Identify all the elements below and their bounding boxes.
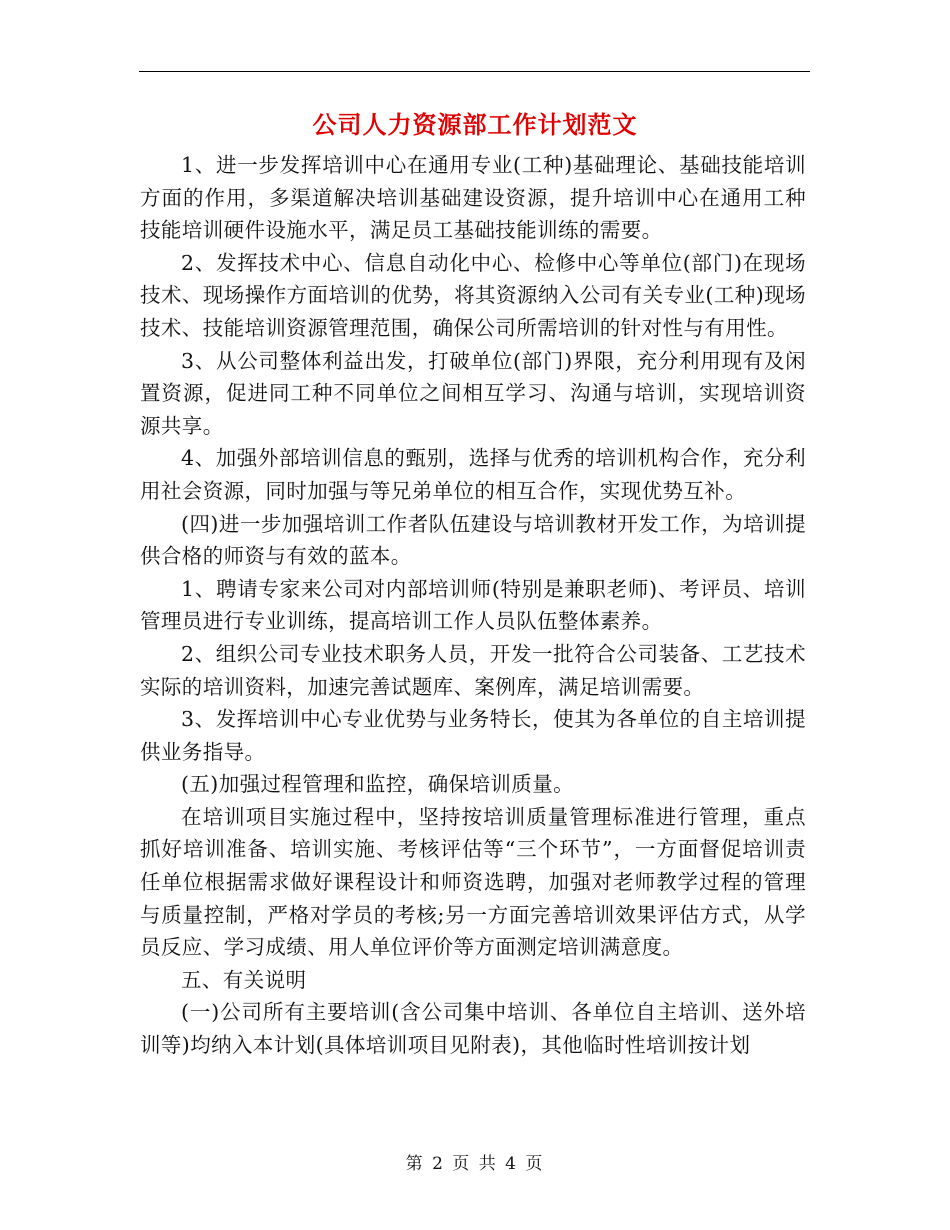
paragraph-2: 2、发挥技术中心、信息自动化中心、检修中心等单位(部门)在现场技术、现场操作方面培训的优势，将其资源纳入公司有关专业(工种)现场技术、技能培训资源管理范围，确保公司所需培训的针对性与有用性。 [140,250,806,340]
paragraph-4: 4、加强外部培训信息的甄别，选择与优秀的培训机构合作，充分利用社会资源，同时加强与等兄弟单位的相互合作，实现优势互补。 [140,446,806,503]
paragraph-6: 1、聘请专家来公司对内部培训师(特别是兼职老师)、考评员、培训管理员进行专业训练，提高培训工作人员队伍整体素养。 [140,576,806,634]
page-number-footer: 第 2 页 共 4 页 [405,1154,545,1174]
document-body [140,149,806,1062]
paragraph-1: 1、进一步发挥培训中心在通用专业(工种)基础理论、基础技能培训方面的作用，多渠道解决培训基础建设资源，提升培训中心在通用工种技能培训硬件设施水平，满足员工基础技能训练的需要。 [140,153,806,243]
paragraph-12: (一)公司所有主要培训(含公司集中培训、各单位自主培训、送外培训等)均纳入本计划(具体培训项目见附表)，其他临时性培训按计划 [140,1000,806,1058]
paragraph-8: 3、发挥培训中心专业优势与业务特长，使其为各单位的自主培训提供业务指导。 [140,707,806,764]
paragraph-7: 2、组织公司专业技术职务人员，开发一批符合公司装备、工艺技术实际的培训资料，加速完善试题库、案例库，满足培训需要。 [140,641,806,699]
paragraph-5: (四)进一步加强培训工作者队伍建设与培训教材开发工作，为培训提供合格的师资与有效的蓝本。 [140,511,806,569]
paragraph-3: 3、从公司整体利益出发，打破单位(部门)界限，充分利用现有及闲置资源，促进同工种不同单位之间相互学习、沟通与培训，实现培训资源共享。 [140,348,806,438]
page-title: 公司人力资源部工作计划范文 [312,110,638,139]
header-rule [139,71,810,72]
paragraph-10: 在培训项目实施过程中，坚持按培训质量管理标准进行管理，重点抓好培训准备、培训实施、考核评估等“三个环节”，一方面督促培训责任单位根据需求做好课程设计和师资选聘，加强对老师教学过程的管理与质量控制，严格对学员的考核;另一方面完善培训效果评估方式，从学员反应、学习成绩、用人单位评价等方面测定培训满意度。 [140,804,806,960]
paragraph-11: 五、有关说明 [181,967,307,992]
paragraph-9: (五)加强过程管理和监控，确保培训质量。 [181,772,574,797]
